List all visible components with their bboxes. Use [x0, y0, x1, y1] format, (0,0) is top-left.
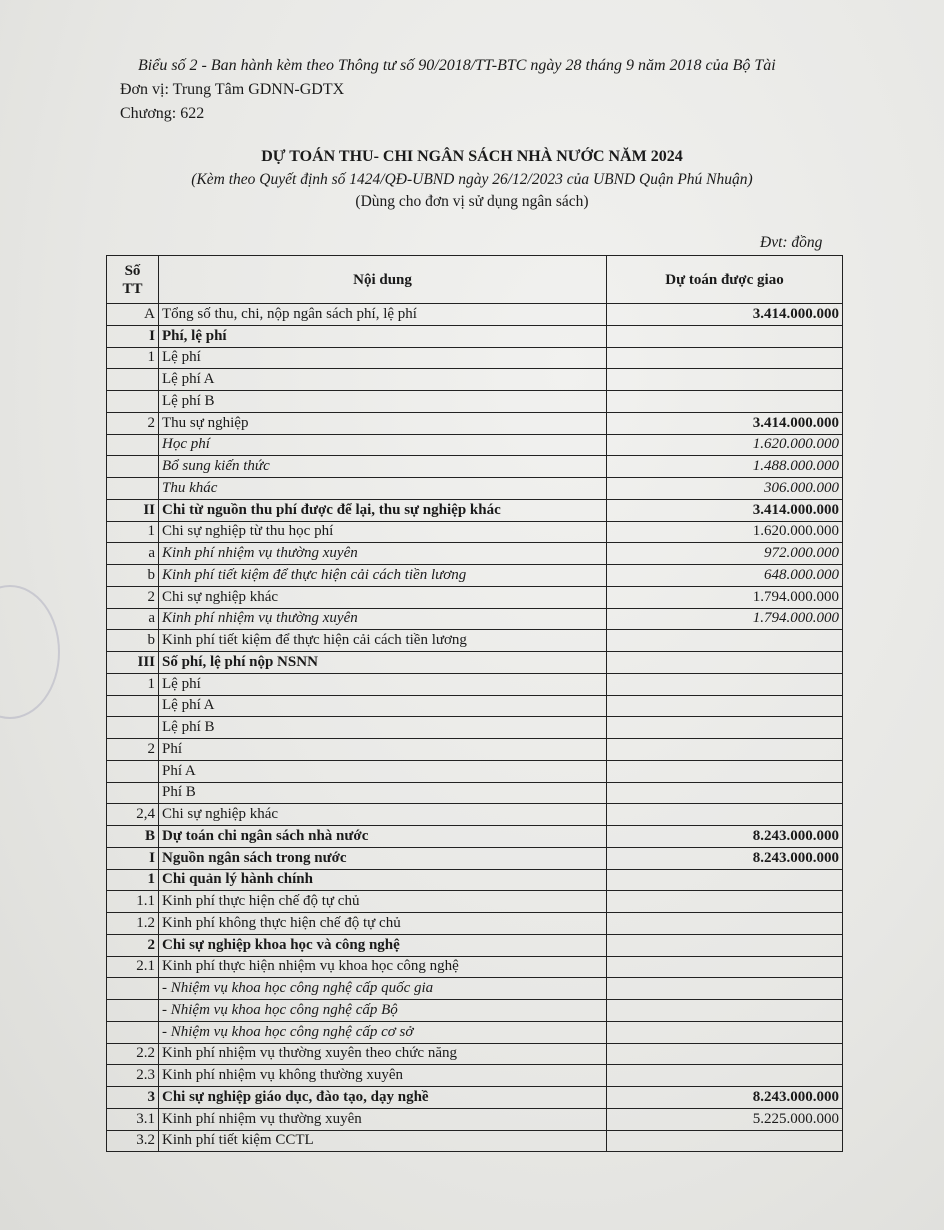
row-content: Kinh phí tiết kiệm CCTL: [159, 1130, 607, 1152]
budget-table: [106, 255, 843, 1152]
document-usage-note: (Dùng cho đơn vị sử dụng ngân sách): [355, 193, 589, 210]
row-stt: a: [107, 608, 159, 630]
row-content: Kinh phí nhiệm vụ thường xuyên: [159, 608, 607, 630]
row-amount: [607, 739, 843, 761]
row-stt: 2: [107, 934, 159, 956]
table-row: [107, 913, 843, 935]
row-stt: 1: [107, 673, 159, 695]
row-amount: [607, 782, 843, 804]
row-stt: 2.1: [107, 956, 159, 978]
row-content: Bổ sung kiến thức: [159, 456, 607, 478]
chapter-code: Chương: 622: [120, 105, 205, 122]
row-stt: I: [107, 325, 159, 347]
row-stt: [107, 695, 159, 717]
row-content: Kinh phí không thực hiện chế độ tự chủ: [159, 913, 607, 935]
row-stt: [107, 1021, 159, 1043]
table-row: [107, 760, 843, 782]
table-row: [107, 1087, 843, 1109]
table-row: [107, 891, 843, 913]
column-header-stt: Số TT: [107, 256, 159, 304]
row-content: Lệ phí: [159, 673, 607, 695]
row-amount: 3.414.000.000: [607, 499, 843, 521]
row-content: Kinh phí tiết kiệm để thực hiện cải cách tiền lương: [159, 630, 607, 652]
row-stt: [107, 434, 159, 456]
table-row: [107, 369, 843, 391]
row-content: Tổng số thu, chi, nộp ngân sách phí, lệ phí: [159, 304, 607, 326]
row-content: Lệ phí A: [159, 369, 607, 391]
row-content: Nguồn ngân sách trong nước: [159, 847, 607, 869]
row-stt: [107, 478, 159, 500]
row-stt: [107, 369, 159, 391]
table-row: [107, 826, 843, 848]
stamp-mark: [0, 585, 60, 719]
table-row: [107, 1065, 843, 1087]
table-row: [107, 804, 843, 826]
table-row: [107, 586, 843, 608]
row-stt: 2.2: [107, 1043, 159, 1065]
row-stt: [107, 782, 159, 804]
table-row: [107, 478, 843, 500]
table-row: [107, 608, 843, 630]
row-amount: [607, 1043, 843, 1065]
table-row: [107, 673, 843, 695]
column-header-amount: Dự toán được giao: [607, 256, 843, 304]
row-amount: [607, 934, 843, 956]
row-amount: [607, 804, 843, 826]
row-content: - Nhiệm vụ khoa học công nghệ cấp quốc gia: [159, 978, 607, 1000]
row-amount: 1.794.000.000: [607, 608, 843, 630]
row-amount: 972.000.000: [607, 543, 843, 565]
row-stt: [107, 391, 159, 413]
row-amount: 3.414.000.000: [607, 304, 843, 326]
row-content: Chi sự nghiệp giáo dục, đào tạo, dạy nghề: [159, 1087, 607, 1109]
row-amount: [607, 652, 843, 674]
row-content: Chi sự nghiệp khác: [159, 586, 607, 608]
row-stt: 3.2: [107, 1130, 159, 1152]
row-amount: [607, 1000, 843, 1022]
row-amount: [607, 760, 843, 782]
row-content: - Nhiệm vụ khoa học công nghệ cấp Bộ: [159, 1000, 607, 1022]
row-stt: 1: [107, 521, 159, 543]
row-content: Kinh phí tiết kiệm để thực hiện cải cách tiền lương: [159, 565, 607, 587]
row-content: Số phí, lệ phí nộp NSNN: [159, 652, 607, 674]
row-amount: [607, 891, 843, 913]
row-content: Lệ phí B: [159, 717, 607, 739]
row-content: Thu sự nghiệp: [159, 412, 607, 434]
table-row: [107, 543, 843, 565]
row-amount: [607, 325, 843, 347]
row-stt: I: [107, 847, 159, 869]
row-amount: 8.243.000.000: [607, 826, 843, 848]
row-amount: 1.620.000.000: [607, 521, 843, 543]
row-amount: 3.414.000.000: [607, 412, 843, 434]
table-row: [107, 325, 843, 347]
row-stt: 3.1: [107, 1108, 159, 1130]
row-amount: [607, 391, 843, 413]
row-stt: 1: [107, 869, 159, 891]
row-stt: [107, 1000, 159, 1022]
row-content: Chi sự nghiệp khoa học và công nghệ: [159, 934, 607, 956]
table-row: [107, 739, 843, 761]
table-row: [107, 1021, 843, 1043]
row-content: Kinh phí nhiệm vụ thường xuyên: [159, 1108, 607, 1130]
row-stt: 1.1: [107, 891, 159, 913]
table-row: [107, 630, 843, 652]
row-amount: [607, 869, 843, 891]
row-content: Thu khác: [159, 478, 607, 500]
row-stt: 2: [107, 586, 159, 608]
table-row: [107, 869, 843, 891]
row-stt: III: [107, 652, 159, 674]
row-content: Dự toán chi ngân sách nhà nước: [159, 826, 607, 848]
table-row: [107, 456, 843, 478]
row-content: Chi từ nguồn thu phí được để lại, thu sự nghiệp khác: [159, 499, 607, 521]
row-stt: B: [107, 826, 159, 848]
row-content: Lệ phí: [159, 347, 607, 369]
row-stt: [107, 978, 159, 1000]
table-row: [107, 1043, 843, 1065]
row-amount: 8.243.000.000: [607, 1087, 843, 1109]
row-stt: A: [107, 304, 159, 326]
row-stt: 3: [107, 1087, 159, 1109]
row-amount: [607, 369, 843, 391]
budget-table-body: [107, 304, 843, 1152]
column-header-content: Nội dung: [159, 256, 607, 304]
row-amount: [607, 1130, 843, 1152]
row-content: Phí, lệ phí: [159, 325, 607, 347]
row-content: Chi sự nghiệp từ thu học phí: [159, 521, 607, 543]
row-stt: 2.3: [107, 1065, 159, 1087]
row-amount: 648.000.000: [607, 565, 843, 587]
row-content: Học phí: [159, 434, 607, 456]
row-amount: [607, 630, 843, 652]
row-amount: [607, 956, 843, 978]
row-stt: 2,4: [107, 804, 159, 826]
table-row: [107, 565, 843, 587]
row-stt: b: [107, 630, 159, 652]
row-content: - Nhiệm vụ khoa học công nghệ cấp cơ sở: [159, 1021, 607, 1043]
row-stt: II: [107, 499, 159, 521]
row-amount: [607, 717, 843, 739]
row-amount: [607, 695, 843, 717]
row-amount: 1.620.000.000: [607, 434, 843, 456]
table-row: [107, 304, 843, 326]
table-row: [107, 652, 843, 674]
row-content: Kinh phí thực hiện chế độ tự chủ: [159, 891, 607, 913]
row-content: Chi quản lý hành chính: [159, 869, 607, 891]
row-amount: [607, 1065, 843, 1087]
row-content: Lệ phí A: [159, 695, 607, 717]
table-row: [107, 434, 843, 456]
row-content: Kinh phí thực hiện nhiệm vụ khoa học công nghệ: [159, 956, 607, 978]
row-content: Phí B: [159, 782, 607, 804]
table-row: [107, 934, 843, 956]
table-row: [107, 782, 843, 804]
document-subtitle: (Kèm theo Quyết định số 1424/QĐ-UBND ngày 26/12/2023 của UBND Quận Phú Nhuận): [191, 171, 753, 188]
row-amount: 1.794.000.000: [607, 586, 843, 608]
row-amount: 1.488.000.000: [607, 456, 843, 478]
unit-name: Đơn vị: Trung Tâm GDNN-GDTX: [120, 81, 345, 98]
row-amount: 5.225.000.000: [607, 1108, 843, 1130]
row-amount: 306.000.000: [607, 478, 843, 500]
row-stt: 2: [107, 412, 159, 434]
row-stt: b: [107, 565, 159, 587]
currency-unit: Đvt: đồng: [760, 234, 823, 251]
table-row: [107, 521, 843, 543]
table-header-row: [107, 256, 843, 304]
row-content: Chi sự nghiệp khác: [159, 804, 607, 826]
row-stt: [107, 456, 159, 478]
table-row: [107, 499, 843, 521]
table-row: [107, 695, 843, 717]
row-stt: 2: [107, 739, 159, 761]
row-amount: [607, 978, 843, 1000]
table-row: [107, 391, 843, 413]
table-row: [107, 1108, 843, 1130]
table-row: [107, 347, 843, 369]
table-row: [107, 956, 843, 978]
table-row: [107, 978, 843, 1000]
row-amount: 8.243.000.000: [607, 847, 843, 869]
table-row: [107, 847, 843, 869]
row-content: Phí: [159, 739, 607, 761]
row-stt: a: [107, 543, 159, 565]
table-row: [107, 717, 843, 739]
row-stt: 1.2: [107, 913, 159, 935]
form-reference: Biểu số 2 - Ban hành kèm theo Thông tư số 90/2018/TT-BTC ngày 28 tháng 9 năm 2018 của Bộ Tài: [138, 57, 776, 74]
row-content: Phí A: [159, 760, 607, 782]
row-stt: [107, 717, 159, 739]
row-amount: [607, 673, 843, 695]
row-content: Kinh phí nhiệm vụ thường xuyên: [159, 543, 607, 565]
table-row: [107, 1130, 843, 1152]
table-row: [107, 412, 843, 434]
row-content: Lệ phí B: [159, 391, 607, 413]
row-stt: [107, 760, 159, 782]
row-stt: 1: [107, 347, 159, 369]
row-content: Kinh phí nhiệm vụ thường xuyên theo chức năng: [159, 1043, 607, 1065]
row-amount: [607, 1021, 843, 1043]
row-amount: [607, 347, 843, 369]
row-amount: [607, 913, 843, 935]
table-row: [107, 1000, 843, 1022]
row-content: Kinh phí nhiệm vụ không thường xuyên: [159, 1065, 607, 1087]
document-title: DỰ TOÁN THU- CHI NGÂN SÁCH NHÀ NƯỚC NĂM 2024: [261, 148, 683, 165]
